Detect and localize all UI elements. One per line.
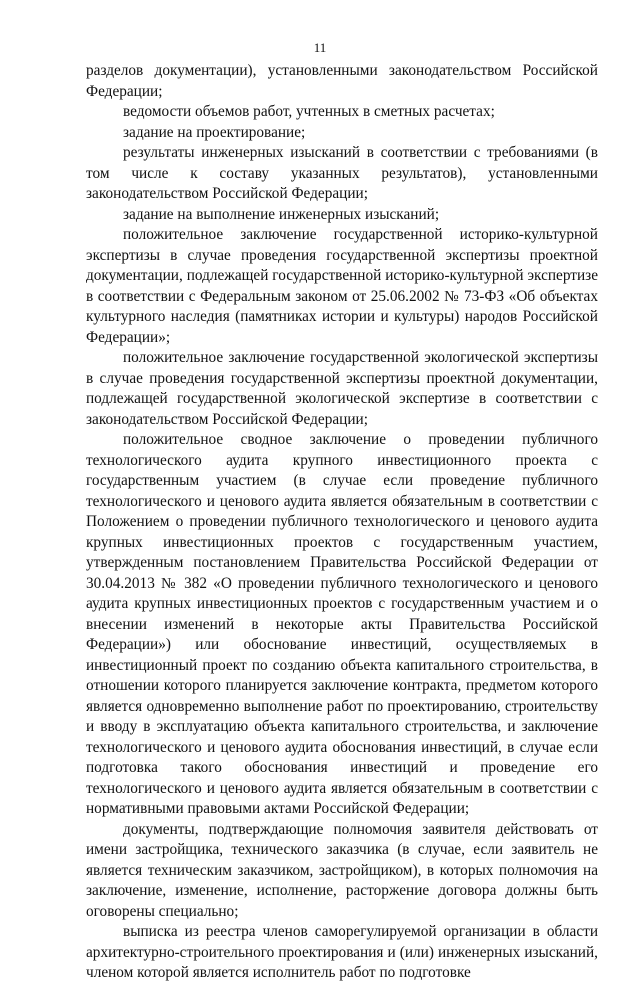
paragraph: разделов документации), установленными законодательством Российской Федерации; bbox=[86, 62, 598, 100]
paragraph: выписка из реестра членов саморегулируемой организации в области архитектурно-строительного проектирования и (или) инженерных изысканий, членом которой является исполнитель работ по подготовке bbox=[86, 923, 598, 981]
page-number: 11 bbox=[313, 40, 327, 55]
paragraph: задание на проектирование; bbox=[123, 123, 306, 141]
paragraph: положительное заключение государственной экологической экспертизы в случае проведения государственной экспертизы проектной документации, подлежащей государственной экологической экспертизе в соответствии с законодательством Российской Федерации; bbox=[86, 349, 598, 428]
paragraph: документы, подтверждающие полномочия заявителя действовать от имени застройщика, технического заказчика (в случае, если заявитель не является техническим заказчиком, застройщиком), в которых полномочия на заключение, изменение, исполнение, расторжение договора должны быть оговорены специально; bbox=[86, 820, 598, 920]
paragraph: положительное заключение государственной историко-культурной экспертизы в случае проведения государственной экспертизы проектной документации, подлежащей государственной историко-культурной экспертизе в соответствии с Федеральным законом от 25.06.2002 № 73-ФЗ «Об объектах культурного наследия (памятниках истории и культуры) народов Российской Федерации»; bbox=[86, 226, 598, 346]
document-body bbox=[86, 61, 598, 984]
paragraph: положительное сводное заключение о проведении публичного технологического аудита крупного инвестиционного проекта с государственным участием (в случае если проведение публичного технологического и ценового аудита является обязательным в соответствии с Положением о проведении публичного технологического и ценового аудита крупных инвестиционных проектов с государственным участием, утвержденным постановлением Правительства Российской Федерации от 30.04.2013 № 382 «О проведении публичного технологического и ценового аудита крупных инвестиционных проектов с государственным участием и о внесении изменений в некоторые акты Правительства Российской Федерации») или обоснование инвестиций, осуществляемых в инвестиционный проект по созданию объекта капитального строительства, в отношении которого планируется заключение контракта, предметом которого является одновременно выполнение работ по проектированию, строительству и вводу в эксплуатацию объекта капитального строительства, и заключение технологического и ценового аудита обоснования инвестиций, в случае если подготовка такого обоснования инвестиций и проведение его технологического и ценового аудита является обязательным в соответствии с нормативными правовыми актами Российской Федерации; bbox=[86, 431, 598, 817]
paragraph: результаты инженерных изысканий в соответствии с требованиями (в том числе к составу указанных результатов), установленными законодательством Российской Федерации; bbox=[86, 144, 598, 202]
paragraph: ведомости объемов работ, учтенных в сметных расчетах; bbox=[123, 103, 495, 120]
paragraph: задание на выполнение инженерных изысканий; bbox=[123, 205, 440, 223]
